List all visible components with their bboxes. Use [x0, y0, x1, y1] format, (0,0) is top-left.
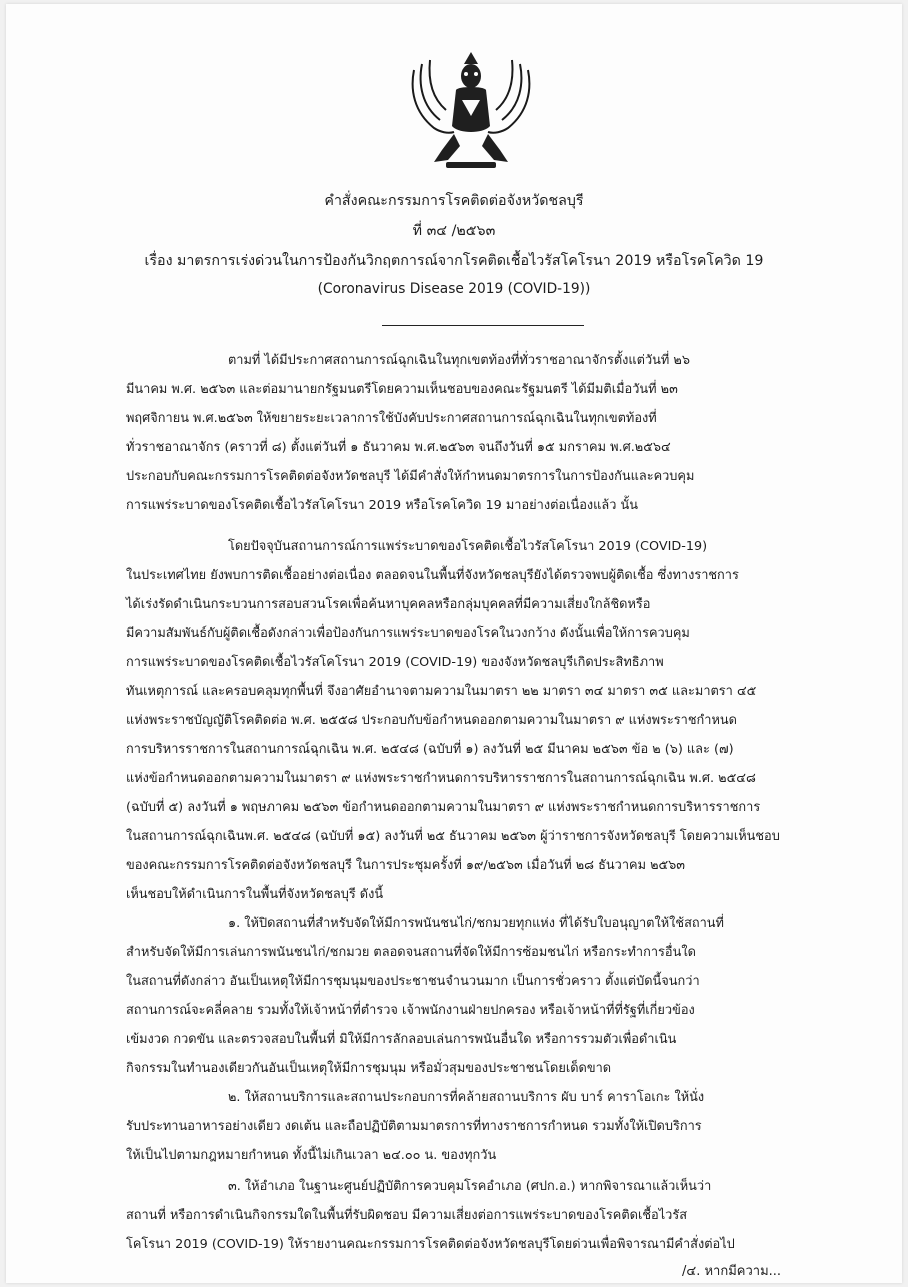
clause-1-line: สถานการณ์จะคลี่คลาย รวมทั้งให้เจ้าหน้าที่ตำรวจ เจ้าพนักงานฝ่ายปกครอง หรือเจ้าหน้าที่ที่รัฐที่เกี่ยวข้อง — [126, 1003, 695, 1018]
body-line: พฤศจิกายน พ.ศ.๒๕๖๓ ให้ขยายระยะเวลาการใช้บังคับประกาศสถานการณ์ฉุกเฉินในทุกเขตท้องที่ — [126, 411, 657, 426]
continuation-marker: /๔. หากมีความ... — [682, 1264, 782, 1279]
clause-2-line: ให้เป็นไปตามกฎหมายกำหนด ทั้งนี้ไม่เกินเวลา ๒๔.๐๐ น. ของทุกวัน — [126, 1148, 497, 1163]
body-line: โดยปัจจุบันสถานการณ์การแพร่ระบาดของโรคติดเชื้อไวรัสโคโรนา 2019 (COVID-19) — [228, 539, 708, 554]
body-line: ในสถานการณ์ฉุกเฉินพ.ศ. ๒๕๔๘ (ฉบับที่ ๑๕) ลงวันที่ ๒๕ ธันวาคม ๒๕๖๓ ผู้ว่าราชการจังหวัดชลบุรี โดยความเห็นชอบ — [126, 829, 780, 844]
body-line: แห่งข้อกำหนดออกตามความในมาตรา ๙ แห่งพระราชกำหนดการบริหารราชการในสถานการณ์ฉุกเฉิน พ.ศ. ๒๕๔๘ — [126, 771, 756, 786]
body-line: แห่งพระราชบัญญัติโรคติดต่อ พ.ศ. ๒๕๕๘ ประกอบกับข้อกำหนดออกตามความในมาตรา ๙ แห่งพระราชกำหนด — [126, 713, 737, 728]
header-divider — [382, 325, 584, 326]
order-subject: เรื่อง มาตรการเร่งด่วนในการป้องกันวิกฤตการณ์จากโรคติดเชื้อไวรัสโคโรนา 2019 หรือโรคโควิด 19 — [144, 253, 764, 269]
body-line: ทันเหตุการณ์ และครอบคลุมทุกพื้นที่ จึงอาศัยอำนาจตามความในมาตรา ๒๒ มาตรา ๓๔ มาตรา ๓๕ และมาตรา ๔๕ — [126, 684, 757, 699]
body-line: การบริหารราชการในสถานการณ์ฉุกเฉิน พ.ศ. ๒๕๔๘ (ฉบับที่ ๑) ลงวันที่ ๒๕ มีนาคม ๒๕๖๓ ข้อ ๒ (๖) และ (๗) — [126, 742, 734, 757]
body-line: ของคณะกรรมการโรคติดต่อจังหวัดชลบุรี ในการประชุมครั้งที่ ๑๙/๒๕๖๓ เมื่อวันที่ ๒๘ ธันวาคม ๒๕๖๓ — [126, 858, 686, 873]
body-line: มีความสัมพันธ์กับผู้ติดเชื้อดังกล่าวเพื่อป้องกันการแพร่ระบาดของโรคในวงกว้าง ดังนั้นเพื่อให้การควบคุม — [126, 626, 690, 641]
order-number: ที่ ๓๔ /๒๕๖๓ — [412, 223, 496, 239]
clause-3-line: สถานที่ หรือการดำเนินกิจกรรมใดในพื้นที่รับผิดชอบ มีความเสี่ยงต่อการแพร่ระบาดของโรคติดเชื้อไวรัส — [126, 1208, 688, 1223]
body-line: ในประเทศไทย ยังพบการติดเชื้ออย่างต่อเนื่อง ตลอดจนในพื้นที่จังหวัดชลบุรียังได้ตรวจพบผู้ติดเชื้อ ซึ่งทางราชการ — [126, 568, 739, 583]
body-line: การแพร่ระบาดของโรคติดเชื้อไวรัสโคโรนา 2019 (COVID-19) ของจังหวัดชลบุรีเกิดประสิทธิภาพ — [126, 655, 664, 670]
body-line: การแพร่ระบาดของโรคติดเชื้อไวรัสโคโรนา 2019 หรือโรคโควิด 19 มาอย่างต่อเนื่องแล้ว นั้น — [126, 498, 638, 513]
order-title: คำสั่งคณะกรรมการโรคติดต่อจังหวัดชลบุรี — [324, 193, 584, 209]
body-line: (ฉบับที่ ๕) ลงวันที่ ๑ พฤษภาคม ๒๕๖๓ ข้อกำหนดออกตามความในมาตรา ๙ แห่งพระราชกำหนดการบริหารราชการ — [126, 800, 761, 815]
body-line: ตามที่ ได้มีประกาศสถานการณ์ฉุกเฉินในทุกเขตท้องที่ทั่วราชอาณาจักรตั้งแต่วันที่ ๒๖ — [228, 353, 690, 368]
clause-2-line: รับประทานอาหารอย่างเดียว งดเต้น และถือปฏิบัติตามมาตรการที่ทางราชการกำหนด รวมทั้งให้เปิดบริการ — [126, 1119, 702, 1134]
body-line: ประกอบกับคณะกรรมการโรคติดต่อจังหวัดชลบุรี ได้มีคำสั่งให้กำหนดมาตรการในการป้องกันและควบคุม — [126, 469, 695, 484]
garuda-emblem-icon — [404, 50, 538, 178]
clause-2-line: ๒. ให้สถานบริการและสถานประกอบการที่คล้ายสถานบริการ ผับ บาร์ คาราโอเกะ ให้นั่ง — [228, 1090, 705, 1105]
clause-3-line: โคโรนา 2019 (COVID-19) ให้รายงานคณะกรรมการโรคติดต่อจังหวัดชลบุรีโดยด่วนเพื่อพิจารณามีคำสั่งต่อไป — [126, 1237, 735, 1252]
body-line: ทั่วราชอาณาจักร (คราวที่ ๘) ตั้งแต่วันที่ ๑ ธันวาคม พ.ศ.๒๕๖๓ จนถึงวันที่ ๑๕ มกราคม พ.ศ.๒๕๖๔ — [126, 440, 671, 455]
clause-1-line: ๑. ให้ปิดสถานที่สำหรับจัดให้มีการพนันชนไก่/ชกมวยทุกแห่ง ที่ได้รับใบอนุญาตให้ใช้สถานที่ — [228, 916, 724, 931]
body-line: ได้เร่งรัดดำเนินกระบวนการสอบสวนโรคเพื่อค้นหาบุคคลหรือกลุ่มบุคคลที่มีความเสี่ยงใกล้ชิดหรือ — [126, 597, 651, 612]
body-line: มีนาคม พ.ศ. ๒๕๖๓ และต่อมานายกรัฐมนตรีโดยความเห็นชอบของคณะรัฐมนตรี ได้มีมติเมื่อวันที่ ๒๓ — [126, 382, 678, 397]
clause-1-line: สำหรับจัดให้มีการเล่นการพนันชนไก่/ชกมวย ตลอดจนสถานที่จัดให้มีการซ้อมชนไก่ หรือกระทำการอื่นใด — [126, 945, 696, 960]
clause-1-line: กิจกรรมในทำนองเดียวกันอันเป็นเหตุให้มีการชุมนุม หรือมั่วสุมของประชาชนโดยเด็ดขาด — [126, 1061, 612, 1076]
document-page — [6, 4, 902, 1283]
clause-1-line: เข้มงวด กวดขัน และตรวจสอบในพื้นที่ มิให้มีการลักลอบเล่นการพนันอื่นใด หรือการรวมตัวเพื่อดำเนิน — [126, 1032, 677, 1047]
clause-1-line: ในสถานที่ดังกล่าว อันเป็นเหตุให้มีการชุมนุมของประชาชนจำนวนมาก เป็นการชั่วคราว ตั้งแต่บัดนี้จนกว่า — [126, 974, 700, 989]
body-line: เห็นชอบให้ดำเนินการในพื้นที่จังหวัดชลบุรี ดังนี้ — [126, 887, 384, 902]
order-subject-english: (Coronavirus Disease 2019 (COVID-19)) — [317, 281, 591, 297]
clause-3-line: ๓. ให้อำเภอ ในฐานะศูนย์ปฏิบัติการควบคุมโรคอำเภอ (ศปก.อ.) หากพิจารณาแล้วเห็นว่า — [228, 1179, 712, 1194]
